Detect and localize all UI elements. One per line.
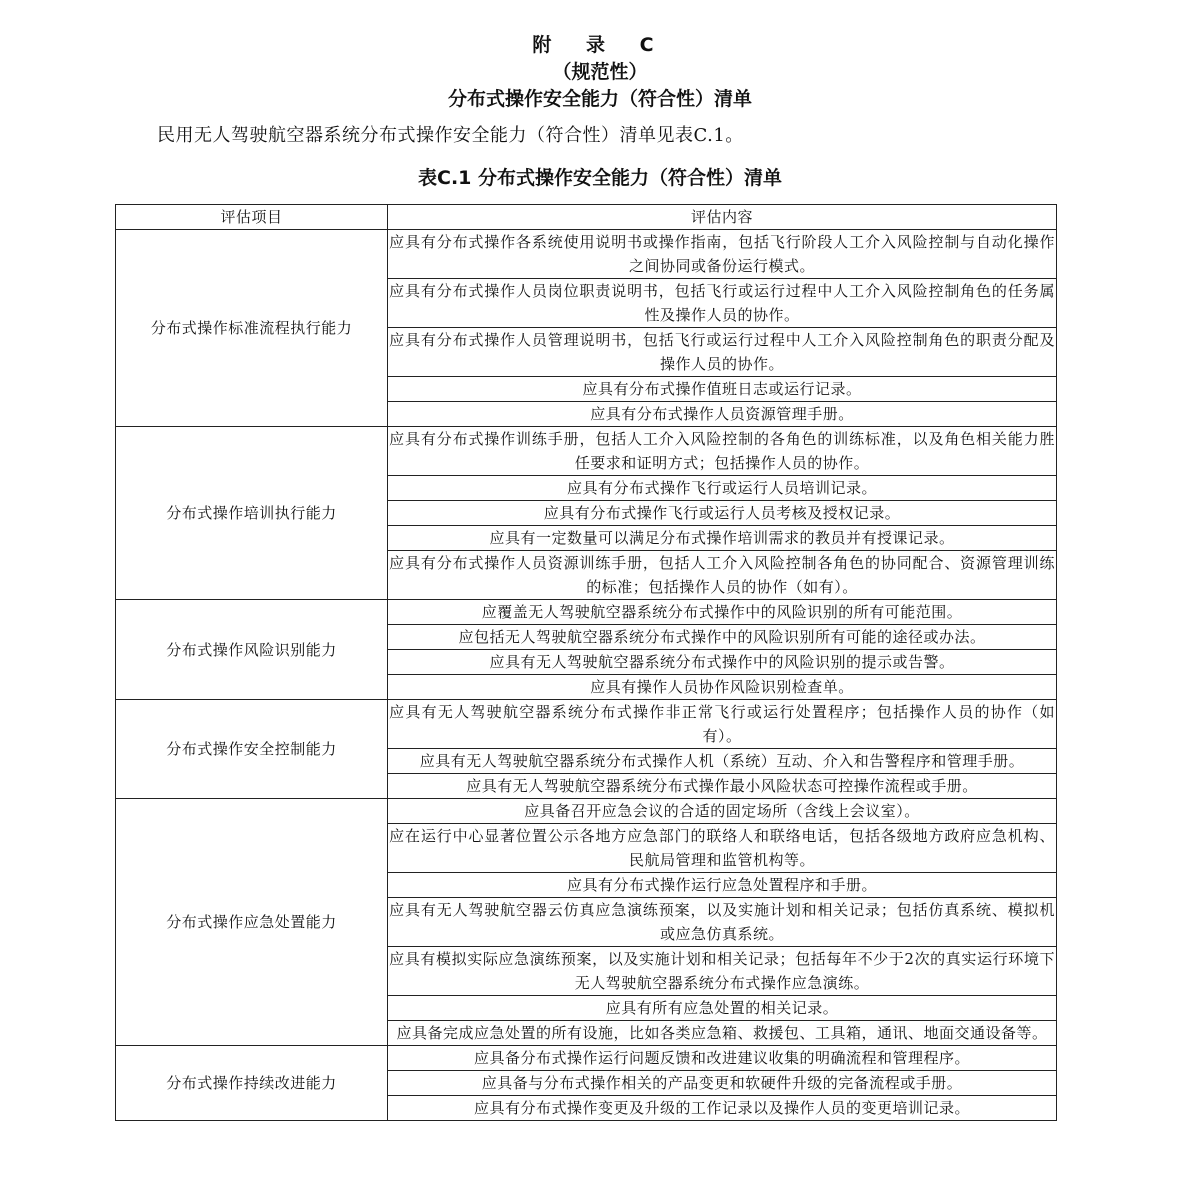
table-row [116, 230, 1057, 279]
assessment-content: 应具有分布式操作运行应急处置程序和手册。 [388, 873, 1057, 898]
assessment-content: 应具有无人驾驶航空器系统分布式操作非正常飞行或运行处置程序；包括操作人员的协作（如有）。 [388, 700, 1057, 749]
assessment-content: 应具备完成应急处置的所有设施，比如各类应急箱、救援包、工具箱，通讯、地面交通设备等。 [388, 1021, 1057, 1046]
assessment-content: 应具有分布式操作人员岗位职责说明书，包括飞行或运行过程中人工介入风险控制角色的任务属性及操作人员的协作。 [388, 279, 1057, 328]
assessment-content: 应具备召开应急会议的合适的固定场所（含线上会议室）。 [388, 799, 1057, 824]
assessment-content: 应具有无人驾驶航空器云仿真应急演练预案，以及实施计划和相关记录；包括仿真系统、模拟机或应急仿真系统。 [388, 898, 1057, 947]
table-row [116, 427, 1057, 476]
intro-text: 民用无人驾驶航空器系统分布式操作安全能力（符合性）清单见表C.1。 [157, 125, 744, 146]
assessment-item: 分布式操作标准流程执行能力 [116, 230, 388, 427]
assessment-content: 应具有分布式操作各系统使用说明书或操作指南，包括飞行阶段人工介入风险控制与自动化操作之间协同或备份运行模式。 [388, 230, 1057, 279]
table-row [116, 700, 1057, 749]
assessment-content: 应在运行中心显著位置公示各地方应急部门的联络人和联络电话，包括各级地方政府应急机构、民航局管理和监管机构等。 [388, 824, 1057, 873]
column-header-item: 评估项目 [116, 205, 388, 230]
table-row [116, 1046, 1057, 1071]
assessment-item: 分布式操作风险识别能力 [116, 600, 388, 700]
table-row [116, 799, 1057, 824]
assessment-content: 应具有无人驾驶航空器系统分布式操作人机（系统）互动、介入和告警程序和管理手册。 [388, 749, 1057, 774]
assessment-content: 应具有分布式操作人员资源训练手册，包括人工介入风险控制各角色的协同配合、资源管理训练的标准；包括操作人员的协作（如有）。 [388, 551, 1057, 600]
assessment-content: 应具有分布式操作人员管理说明书，包括飞行或运行过程中人工介入风险控制角色的职责分配及操作人员的协作。 [388, 328, 1057, 377]
table-caption: 表C.1 分布式操作安全能力（符合性）清单 [418, 167, 782, 189]
assessment-content: 应具有分布式操作训练手册，包括人工介入风险控制的各角色的训练标准，以及角色相关能力胜任要求和证明方式；包括操作人员的协作。 [388, 427, 1057, 476]
assessment-content: 应具有无人驾驶航空器系统分布式操作中的风险识别的提示或告警。 [388, 650, 1057, 675]
assessment-content: 应具有分布式操作飞行或运行人员考核及授权记录。 [388, 501, 1057, 526]
assessment-item: 分布式操作培训执行能力 [116, 427, 388, 600]
assessment-content: 应具有分布式操作飞行或运行人员培训记录。 [388, 476, 1057, 501]
assessment-content: 应具有分布式操作变更及升级的工作记录以及操作人员的变更培训记录。 [388, 1096, 1057, 1121]
column-header-content: 评估内容 [388, 205, 1057, 230]
table-row [116, 600, 1057, 625]
assessment-content: 应具备与分布式操作相关的产品变更和软硬件升级的完备流程或手册。 [388, 1071, 1057, 1096]
assessment-content: 应具有模拟实际应急演练预案，以及实施计划和相关记录；包括每年不少于2次的真实运行环境下无人驾驶航空器系统分布式操作应急演练。 [388, 947, 1057, 996]
assessment-item: 分布式操作安全控制能力 [116, 700, 388, 799]
assessment-content: 应具有无人驾驶航空器系统分布式操作最小风险状态可控操作流程或手册。 [388, 774, 1057, 799]
assessment-content: 应具有一定数量可以满足分布式操作培训需求的教员并有授课记录。 [388, 526, 1057, 551]
assessment-content: 应具有操作人员协作风险识别检查单。 [388, 675, 1057, 700]
appendix-name: 分布式操作安全能力（符合性）清单 [447, 88, 752, 110]
assessment-content: 应具有所有应急处置的相关记录。 [388, 996, 1057, 1021]
assessment-item: 分布式操作应急处置能力 [116, 799, 388, 1046]
appendix-type: （规范性） [552, 61, 648, 83]
assessment-content: 应具备分布式操作运行问题反馈和改进建议收集的明确流程和管理程序。 [388, 1046, 1057, 1071]
checklist-table [115, 204, 1057, 1121]
table-header-row [116, 205, 1057, 230]
assessment-item: 分布式操作持续改进能力 [116, 1046, 388, 1121]
appendix-title: 附 录 C [532, 34, 668, 56]
assessment-content: 应具有分布式操作人员资源管理手册。 [388, 402, 1057, 427]
assessment-content: 应覆盖无人驾驶航空器系统分布式操作中的风险识别的所有可能范围。 [388, 600, 1057, 625]
assessment-content: 应具有分布式操作值班日志或运行记录。 [388, 377, 1057, 402]
assessment-content: 应包括无人驾驶航空器系统分布式操作中的风险识别所有可能的途径或办法。 [388, 625, 1057, 650]
